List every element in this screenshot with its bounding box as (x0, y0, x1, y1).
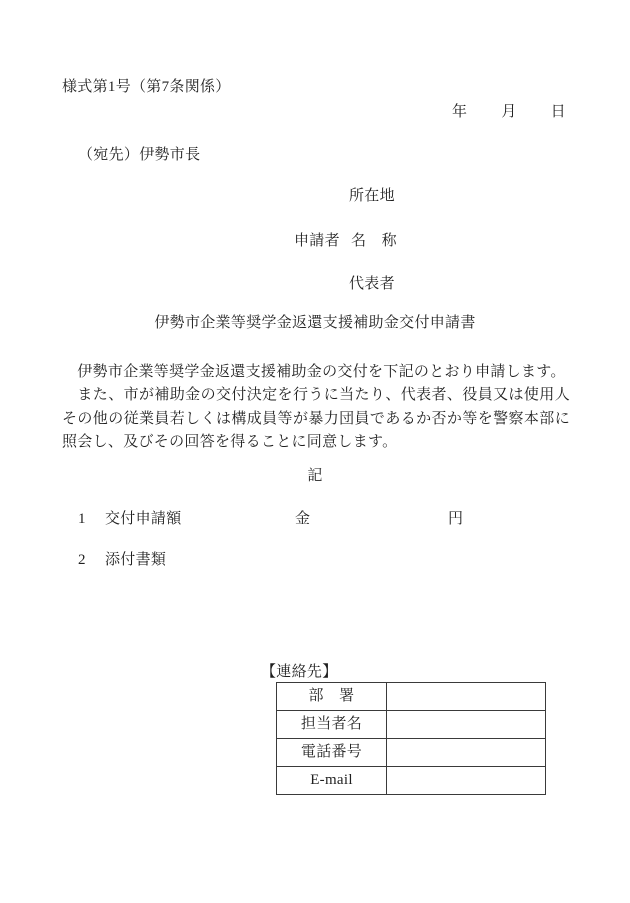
contact-email-value (387, 767, 546, 795)
body-paragraphs (62, 361, 570, 454)
section-marker: 記 (307, 468, 323, 484)
contact-row-email (277, 767, 546, 795)
item-1-currency-prefix: 金 (295, 511, 311, 527)
contact-table (276, 682, 546, 795)
applicant-label: 申請者 (294, 233, 340, 249)
contact-email-label: E-mail (277, 767, 387, 795)
contact-phone-label: 電話番号 (277, 739, 387, 767)
item-1-label: 交付申請額 (105, 511, 182, 527)
applicant-location-label: 所在地 (349, 188, 395, 204)
date-line (452, 105, 566, 120)
body-paragraph-1: 伊勢市企業等奨学金返還支援補助金の交付を下記のとおり申請します。 (62, 364, 566, 380)
item-2-label: 添付書類 (105, 552, 167, 568)
item-2-number: 2 (78, 552, 86, 568)
contact-phone-value (387, 739, 546, 767)
form-number: 様式第1号（第7条関係） (62, 79, 231, 95)
contact-heading: 【連絡先】 (261, 664, 338, 680)
contact-person-value (387, 711, 546, 739)
date-day-label: 日 (550, 104, 566, 120)
contact-row-person (277, 711, 546, 739)
contact-row-phone (277, 739, 546, 767)
date-year-label: 年 (452, 104, 468, 120)
date-month-label: 月 (501, 104, 517, 120)
contact-department-value (387, 683, 546, 711)
body-paragraph-2: また、市が補助金の交付決定を行うに当たり、代表者、役員又は使用人その他の従業員若しくは構成員等が暴力団員であるか否か等を警察本部に照会し、及びその回答を得ることに同意します。 (62, 387, 570, 450)
document-title: 伊勢市企業等奨学金返還支援補助金交付申請書 (154, 315, 476, 331)
addressee: （宛先）伊勢市長 (78, 147, 201, 163)
contact-row-department (277, 683, 546, 711)
contact-person-label: 担当者名 (277, 711, 387, 739)
applicant-representative-label: 代表者 (349, 276, 395, 292)
item-1-number: 1 (78, 511, 86, 527)
contact-department-label: 部 署 (277, 683, 387, 711)
item-1-currency-suffix: 円 (448, 511, 464, 527)
applicant-name-label: 名 称 (351, 233, 397, 249)
